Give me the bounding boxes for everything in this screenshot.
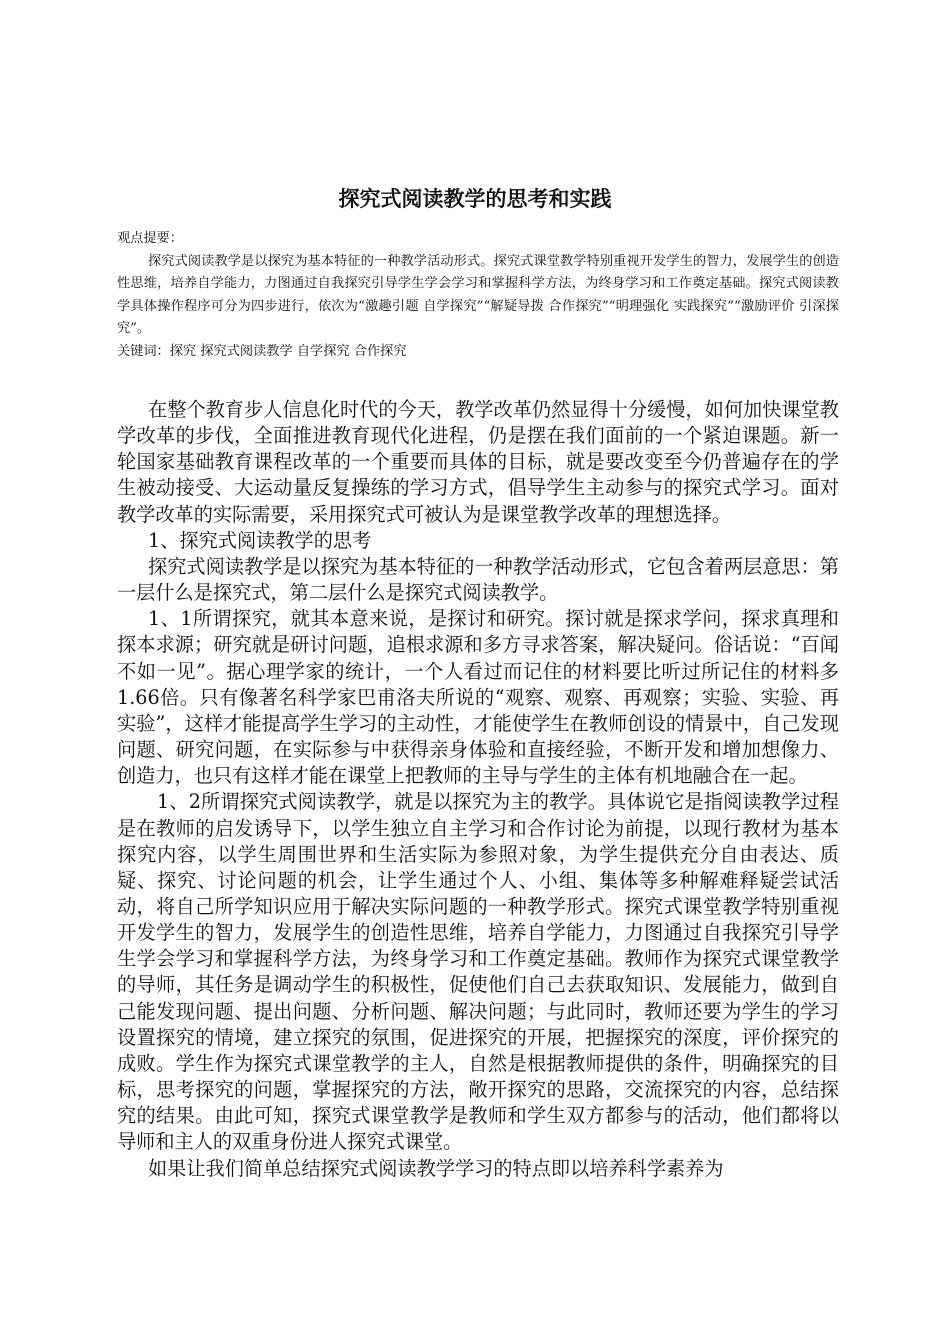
paragraph-intro: 在整个教育步人信息化时代的今天，教学改革仍然显得十分缓慢，如何加快课堂教学改革的步伐，全面推进教育现代化进程，仍是摆在我们面前的一个紧迫课题。新一轮国家基础教育课程改革的一个重要而具体的目标，就是要改变至今仍普遍存在的学生被动接受、大运动量反复操练的学习方式，倡导学生主动参与的探究式学习。面对教学改革的实际需要，采用探究式可被认为是课堂教学改革的理想选择。 xyxy=(117,398,839,526)
paragraph-1-1: 1、1所谓探究，就其本意来说，是探讨和研究。探讨就是探求学问，探求真理和探本求源；研究就是研讨问题，追根求源和多方寻求答案，解决疑问。俗话说：“百闻不如一见”。据心理学家的统计，一个人看过而记住的材料要比听过所记住的材料多1.66倍。只有像著名科学家巴甫洛夫所说的“观察、观察、再观察；实验、实验、再实验”，这样才能提高学生学习的主动性，才能使学生在教师创设的情景中，自己发现问题、研究问题，在实际参与中获得亲身体验和直接经验，不断开发和增加想像力、创造力，也只有这样才能在课堂上把教师的主导与学生的主体有机地融合在一起。 xyxy=(117,607,839,788)
paragraph-summary: 如果让我们简单总结探究式阅读教学学习的特点即以培养科学素养为 xyxy=(148,1156,724,1180)
abstract-section xyxy=(117,228,839,364)
main-body xyxy=(117,397,839,1182)
abstract-label: 观点提要： xyxy=(117,231,183,246)
abstract-text: 探究式阅读教学是以探究为基本特征的一种教学活动形式。探究式课堂教学特别重视开发学生的智力，发展学生的创造性思维，培养自学能力，力图通过自我探究引导学生学会学习和掌握科学方法，为终身学习和工作奠定基础。探究式阅读教学具体操作程序可分为四步进行，依次为“激趣引题 自学探究”“解疑导拨 合作探究”“明理强化 实践探究”“激励评价 引深探究”。 xyxy=(117,253,839,337)
section-heading: 1、探究式阅读教学的思考 xyxy=(148,528,372,552)
document-title: 探究式阅读教学的思考和实践 xyxy=(338,187,612,211)
paragraph-definition: 探究式阅读教学是以探究为基本特征的一种教学活动形式，它包含着两层意思：第一层什么是探究式，第二层什么是探究式阅读教学。 xyxy=(117,554,839,605)
keywords: 关键词：探究 探究式阅读教学 自学探究 合作探究 xyxy=(117,343,407,359)
paragraph-1-2: 1、2所谓探究式阅读教学，就是以探究为主的教学。具体说它是指阅读教学过程是在教师的启发诱导下，以学生独立自主学习和合作讨论为前提，以现行教材为基本探究内容，以学生周围世界和生活实际为参照对象，为学生提供充分自由表达、质疑、探究、讨论问题的机会，让学生通过个人、小组、集体等多种解难释疑尝试活动，将自己所学知识应用于解决实际问题的一种教学形式。探究式课堂教学特别重视开发学生的智力，发展学生的创造性思维，培养自学能力，力图通过自我探究引导学生学会学习和掌握科学方法，为终身学习和工作奠定基础。教师作为探究式课堂教学的导师，其任务是调动学生的积极性，促使他们自己去获取知识、发展能力，做到自己能发现问题、提出问题、分析问题、解决问题；与此同时，教师还要为学生的学习设置探究的情境，建立探究的氛围，促进探究的开展，把握探究的深度，评价探究的成败。学生作为探究式课堂教学的主人，自然是根据教师提供的条件，明确探究的目标，思考探究的问题，掌握探究的方法，敞开探究的思路，交流探究的内容，总结探究的结果。由此可知，探究式课堂教学是教师和学生双方都参与的活动，他们都将以导师和主人的双重身份进人探究式课堂。 xyxy=(117,790,839,1154)
